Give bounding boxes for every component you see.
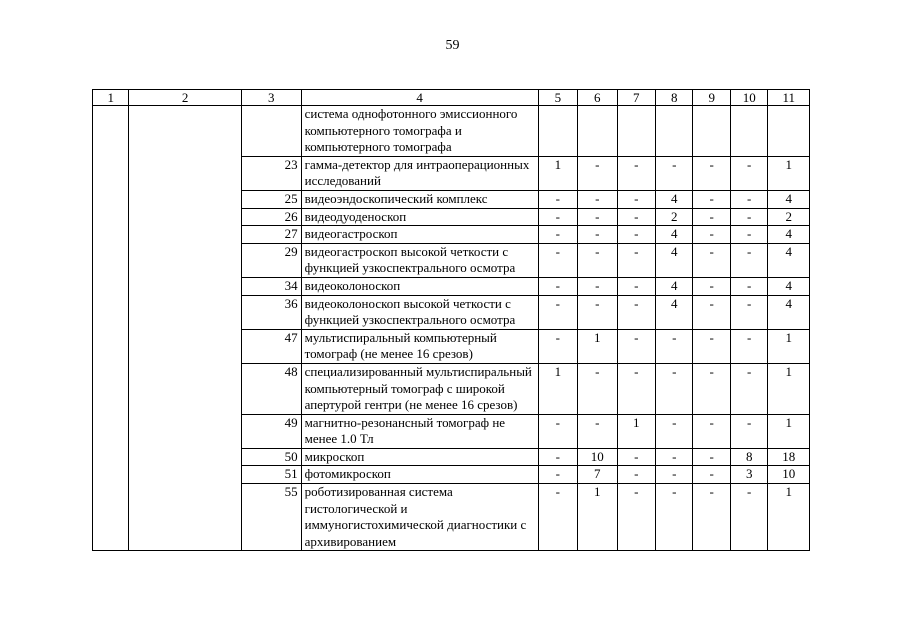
equipment-name-cell: гамма-детектор для интраоперационных исследований <box>301 156 538 190</box>
value-cell: 18 <box>768 448 810 466</box>
value-cell: 4 <box>768 226 810 244</box>
code-cell: 50 <box>241 448 301 466</box>
equipment-name-cell: видеогастроскоп <box>301 226 538 244</box>
header-cell: 1 <box>93 90 129 106</box>
value-cell: - <box>538 277 577 295</box>
value-cell <box>538 106 577 157</box>
table-row <box>93 106 810 157</box>
value-cell: - <box>730 243 767 277</box>
value-cell: - <box>656 466 693 484</box>
value-cell: - <box>538 414 577 448</box>
value-cell: 1 <box>578 329 617 363</box>
value-cell: - <box>538 226 577 244</box>
code-cell: 49 <box>241 414 301 448</box>
code-cell: 34 <box>241 277 301 295</box>
value-cell: - <box>578 295 617 329</box>
value-cell: - <box>617 190 655 208</box>
code-cell: 55 <box>241 484 301 551</box>
page-number: 59 <box>445 38 460 53</box>
equipment-name-cell: фотомикроскоп <box>301 466 538 484</box>
header-cell: 9 <box>693 90 730 106</box>
value-cell: - <box>730 484 767 551</box>
value-cell: - <box>578 414 617 448</box>
value-cell: - <box>693 243 730 277</box>
value-cell: 1 <box>578 484 617 551</box>
equipment-name-cell: видеоэндоскопический комплекс <box>301 190 538 208</box>
value-cell: 1 <box>768 156 810 190</box>
equipment-name-cell: видеогастроскоп высокой четкости с функцией узкоспектрального осмотра <box>301 243 538 277</box>
header-row <box>93 90 810 106</box>
value-cell: 4 <box>656 243 693 277</box>
value-cell: - <box>656 329 693 363</box>
value-cell <box>617 106 655 157</box>
value-cell: - <box>578 277 617 295</box>
value-cell: - <box>538 243 577 277</box>
value-cell: - <box>656 448 693 466</box>
value-cell: - <box>693 190 730 208</box>
value-cell <box>768 106 810 157</box>
value-cell: 7 <box>578 466 617 484</box>
value-cell: - <box>617 466 655 484</box>
value-cell: 4 <box>768 243 810 277</box>
value-cell: - <box>617 448 655 466</box>
value-cell: 1 <box>538 156 577 190</box>
equipment-name-cell: система однофотонного эмиссионного компьютерного томографа и компьютерного томографа <box>301 106 538 157</box>
equipment-name-cell: мультиспиральный компьютерный томограф (не менее 16 срезов) <box>301 329 538 363</box>
value-cell: - <box>656 156 693 190</box>
header-cell: 7 <box>617 90 655 106</box>
value-cell: - <box>538 484 577 551</box>
value-cell: 1 <box>617 414 655 448</box>
value-cell: - <box>538 295 577 329</box>
value-cell: - <box>538 466 577 484</box>
value-cell: - <box>730 295 767 329</box>
value-cell <box>656 106 693 157</box>
header-cell: 3 <box>241 90 301 106</box>
value-cell: - <box>617 226 655 244</box>
header-cell: 11 <box>768 90 810 106</box>
value-cell: - <box>617 363 655 414</box>
value-cell: 4 <box>656 277 693 295</box>
value-cell: 1 <box>538 363 577 414</box>
value-cell: - <box>730 208 767 226</box>
value-cell: - <box>656 414 693 448</box>
value-cell: - <box>578 243 617 277</box>
value-cell: 2 <box>768 208 810 226</box>
value-cell: - <box>693 484 730 551</box>
value-cell <box>730 106 767 157</box>
value-cell: - <box>693 466 730 484</box>
value-cell: 4 <box>768 277 810 295</box>
value-cell: 10 <box>768 466 810 484</box>
value-cell: - <box>730 277 767 295</box>
col1-cell <box>93 106 129 551</box>
value-cell: - <box>617 277 655 295</box>
code-cell: 23 <box>241 156 301 190</box>
equipment-name-cell: видеодуоденоскоп <box>301 208 538 226</box>
value-cell: - <box>538 190 577 208</box>
code-cell: 47 <box>241 329 301 363</box>
value-cell: - <box>656 363 693 414</box>
equipment-name-cell: магнитно-резонансный томограф не менее 1.0 Тл <box>301 414 538 448</box>
value-cell: - <box>617 484 655 551</box>
code-cell: 27 <box>241 226 301 244</box>
value-cell: - <box>730 156 767 190</box>
header-cell: 5 <box>538 90 577 106</box>
value-cell: - <box>538 329 577 363</box>
equipment-name-cell: роботизированная система гистологической и иммуногистохимической диагностики с архивированием <box>301 484 538 551</box>
value-cell: - <box>617 243 655 277</box>
value-cell: - <box>693 363 730 414</box>
table-body <box>93 106 810 551</box>
value-cell: - <box>693 295 730 329</box>
value-cell: - <box>693 414 730 448</box>
equipment-name-cell: специализированный мультиспиральный компьютерный томограф с широкой апертурой гентри (не менее 16 срезов) <box>301 363 538 414</box>
value-cell: - <box>693 329 730 363</box>
equipment-name-cell: видеоколоноскоп высокой четкости с функцией узкоспектрального осмотра <box>301 295 538 329</box>
code-cell: 36 <box>241 295 301 329</box>
value-cell: 1 <box>768 363 810 414</box>
value-cell: - <box>578 190 617 208</box>
code-cell <box>241 106 301 157</box>
value-cell: 4 <box>656 226 693 244</box>
value-cell: 4 <box>768 295 810 329</box>
code-cell: 48 <box>241 363 301 414</box>
value-cell: 1 <box>768 484 810 551</box>
value-cell: - <box>693 156 730 190</box>
value-cell: - <box>730 414 767 448</box>
equipment-name-cell: микроскоп <box>301 448 538 466</box>
header-cell: 4 <box>301 90 538 106</box>
value-cell: 1 <box>768 329 810 363</box>
value-cell: - <box>617 295 655 329</box>
header-cell: 8 <box>656 90 693 106</box>
value-cell: - <box>730 190 767 208</box>
value-cell: 2 <box>656 208 693 226</box>
code-cell: 29 <box>241 243 301 277</box>
header-cell: 2 <box>129 90 241 106</box>
value-cell: - <box>617 208 655 226</box>
value-cell: - <box>538 208 577 226</box>
value-cell: - <box>656 484 693 551</box>
equipment-table <box>92 89 810 551</box>
value-cell: - <box>730 363 767 414</box>
value-cell: - <box>578 363 617 414</box>
value-cell: - <box>578 208 617 226</box>
value-cell: - <box>538 448 577 466</box>
code-cell: 26 <box>241 208 301 226</box>
value-cell: - <box>578 226 617 244</box>
header-cell: 6 <box>578 90 617 106</box>
header-cell: 10 <box>730 90 767 106</box>
value-cell: - <box>617 156 655 190</box>
value-cell <box>578 106 617 157</box>
col2-cell <box>129 106 241 551</box>
value-cell: 4 <box>656 295 693 329</box>
code-cell: 51 <box>241 466 301 484</box>
value-cell: - <box>693 277 730 295</box>
value-cell: - <box>578 156 617 190</box>
value-cell: 3 <box>730 466 767 484</box>
value-cell: 10 <box>578 448 617 466</box>
value-cell: 8 <box>730 448 767 466</box>
value-cell <box>693 106 730 157</box>
code-cell: 25 <box>241 190 301 208</box>
value-cell: 1 <box>768 414 810 448</box>
value-cell: - <box>730 329 767 363</box>
value-cell: 4 <box>656 190 693 208</box>
value-cell: - <box>617 329 655 363</box>
value-cell: - <box>693 448 730 466</box>
value-cell: - <box>693 226 730 244</box>
value-cell: - <box>693 208 730 226</box>
value-cell: - <box>730 226 767 244</box>
value-cell: 4 <box>768 190 810 208</box>
equipment-name-cell: видеоколоноскоп <box>301 277 538 295</box>
